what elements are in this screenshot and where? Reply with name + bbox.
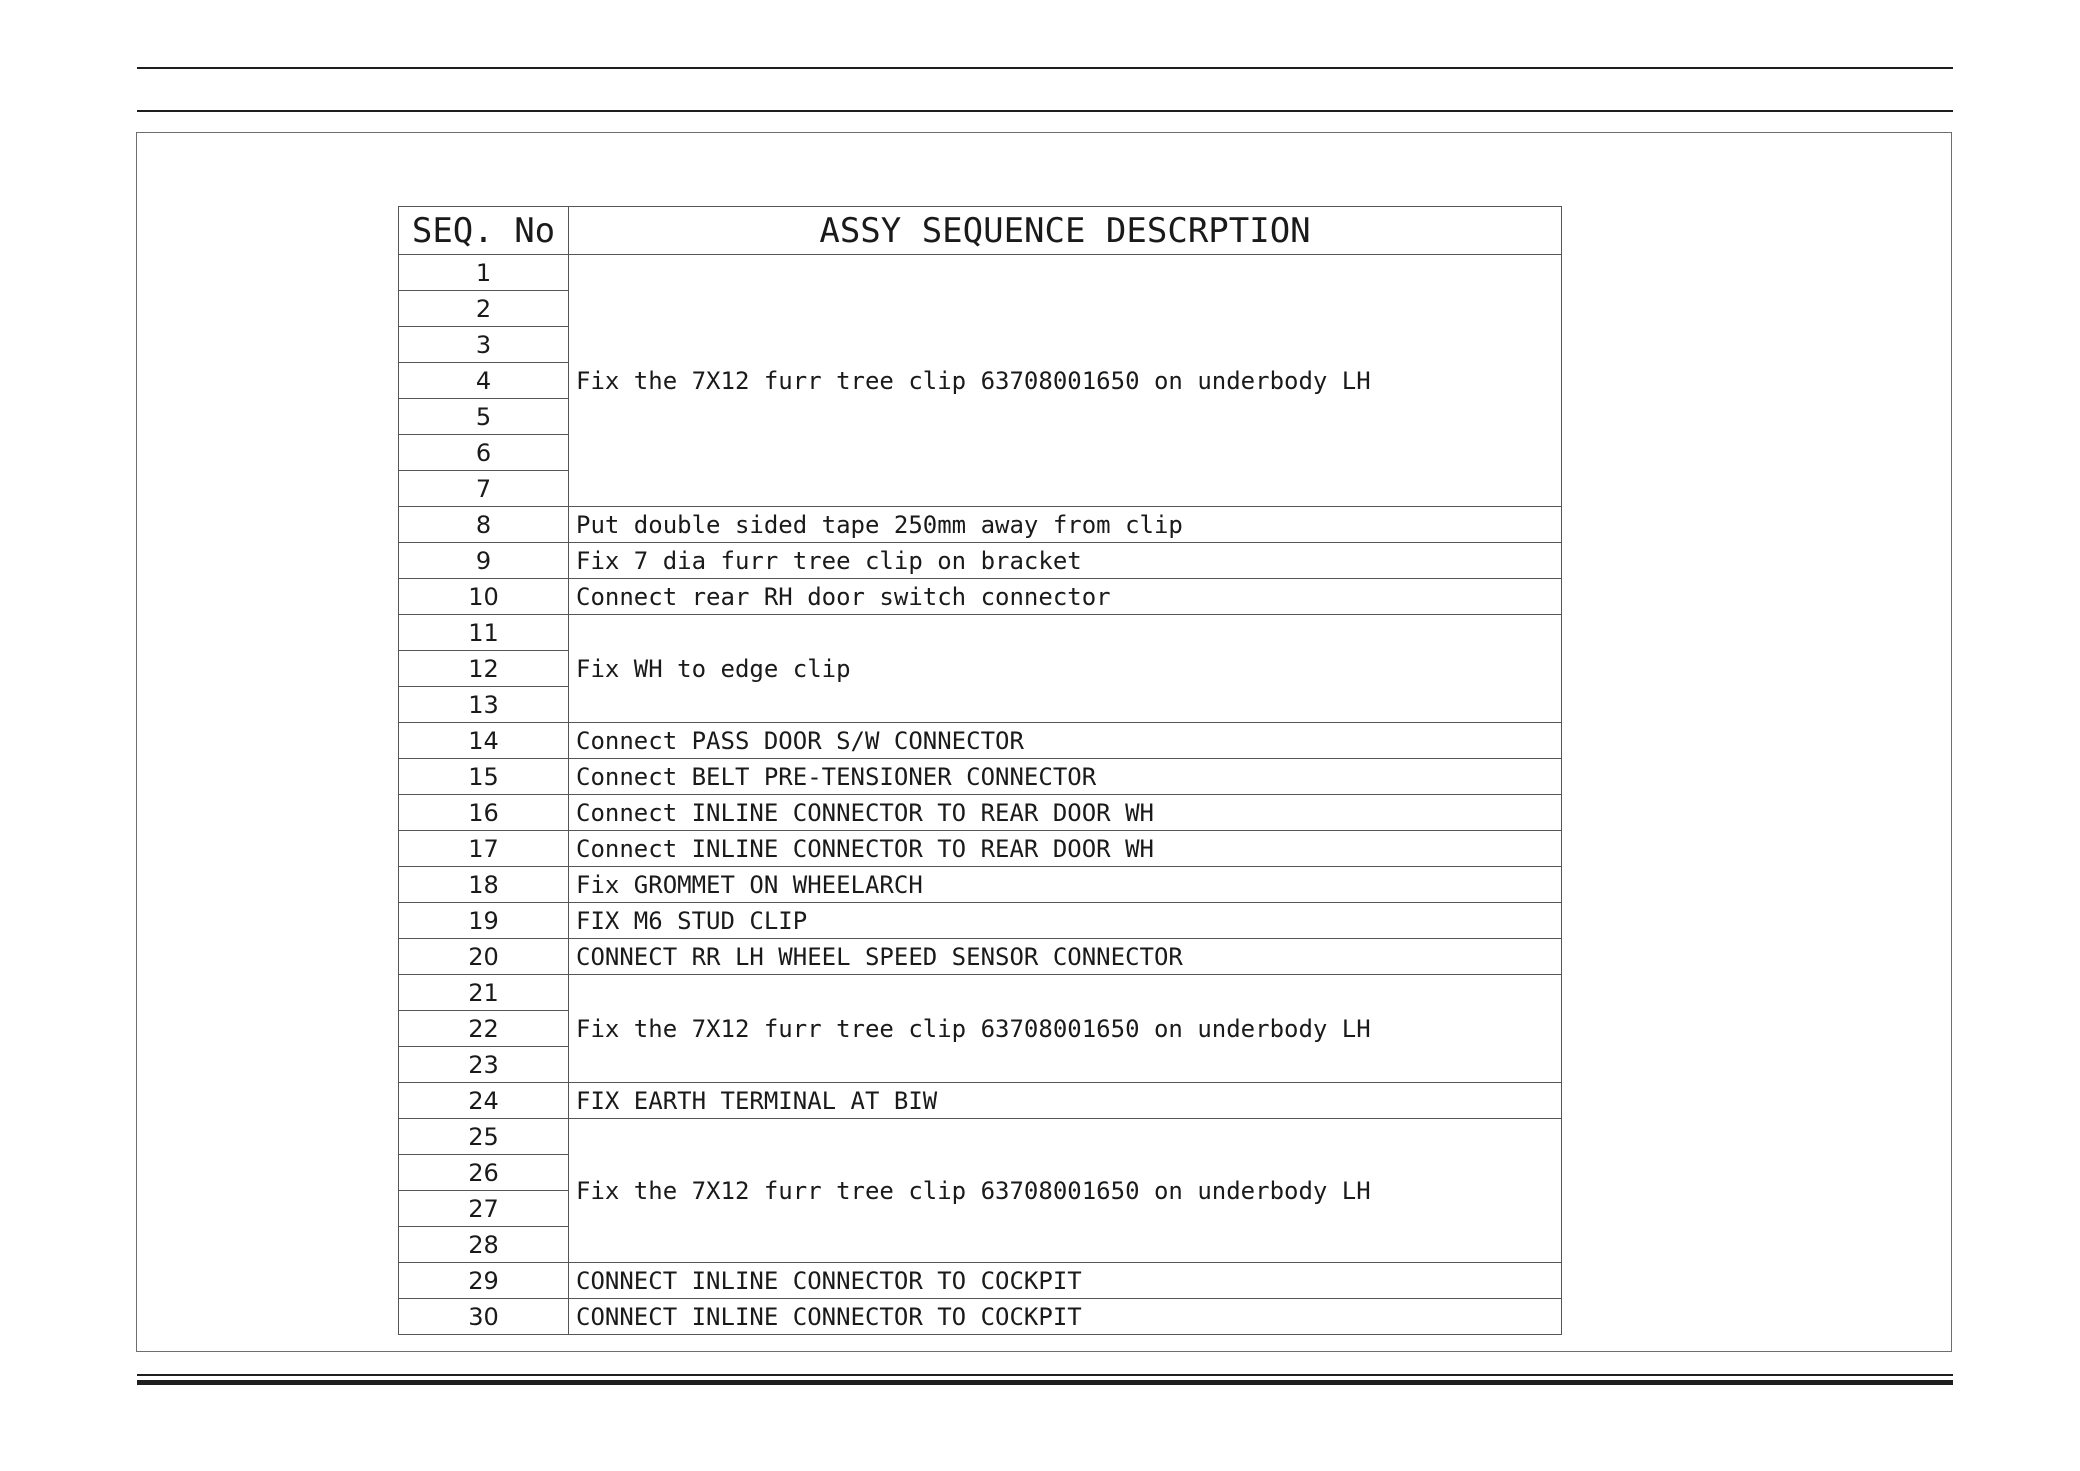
seq-number-cell: 7	[399, 471, 569, 507]
seq-number-cell: 27	[399, 1191, 569, 1227]
sequence-description-cell: Connect rear RH door switch connector	[569, 579, 1562, 615]
table-header-row	[399, 207, 1562, 255]
seq-number-cell: 24	[399, 1083, 569, 1119]
sequence-description-cell: Fix the 7X12 furr tree clip 63708001650 on underbody LH	[569, 1119, 1562, 1263]
seq-number-cell: 22	[399, 1011, 569, 1047]
sequence-description-cell: CONNECT INLINE CONNECTOR TO COCKPIT	[569, 1299, 1562, 1335]
seq-number-cell: 28	[399, 1227, 569, 1263]
seq-number-cell: 23	[399, 1047, 569, 1083]
sequence-description-cell: FIX M6 STUD CLIP	[569, 903, 1562, 939]
table-row	[399, 939, 1562, 975]
seq-number-cell: 10	[399, 579, 569, 615]
table-row	[399, 723, 1562, 759]
table-row	[399, 1083, 1562, 1119]
seq-number-cell: 3	[399, 327, 569, 363]
seq-number-cell: 6	[399, 435, 569, 471]
top-rule-secondary	[137, 110, 1953, 112]
sequence-description-cell: FIX EARTH TERMINAL AT BIW	[569, 1083, 1562, 1119]
table-row	[399, 507, 1562, 543]
sequence-description-cell: Connect INLINE CONNECTOR TO REAR DOOR WH	[569, 831, 1562, 867]
table-row	[399, 615, 1562, 651]
sequence-description-cell: Fix the 7X12 furr tree clip 63708001650 on underbody LH	[569, 255, 1562, 507]
table-row	[399, 1119, 1562, 1155]
seq-no-header: SEQ. No	[399, 207, 569, 255]
assembly-sequence-table	[398, 206, 1562, 1335]
seq-number-cell: 11	[399, 615, 569, 651]
seq-number-cell: 2	[399, 291, 569, 327]
seq-number-cell: 25	[399, 1119, 569, 1155]
sequence-description-cell: Connect INLINE CONNECTOR TO REAR DOOR WH	[569, 795, 1562, 831]
seq-number-cell: 8	[399, 507, 569, 543]
seq-number-cell: 16	[399, 795, 569, 831]
seq-number-cell: 19	[399, 903, 569, 939]
description-header: ASSY SEQUENCE DESCRPTION	[569, 207, 1562, 255]
table-row	[399, 759, 1562, 795]
seq-number-cell: 12	[399, 651, 569, 687]
bottom-rule-thick	[137, 1380, 1953, 1385]
table-row	[399, 903, 1562, 939]
table-row	[399, 795, 1562, 831]
sequence-description-cell: Connect PASS DOOR S/W CONNECTOR	[569, 723, 1562, 759]
sequence-description-cell: Connect BELT PRE-TENSIONER CONNECTOR	[569, 759, 1562, 795]
seq-number-cell: 20	[399, 939, 569, 975]
seq-number-cell: 15	[399, 759, 569, 795]
sequence-description-cell: CONNECT RR LH WHEEL SPEED SENSOR CONNECTOR	[569, 939, 1562, 975]
table-row	[399, 1263, 1562, 1299]
seq-number-cell: 17	[399, 831, 569, 867]
sequence-description-cell: Fix WH to edge clip	[569, 615, 1562, 723]
sequence-description-cell: Put double sided tape 250mm away from clip	[569, 507, 1562, 543]
seq-number-cell: 21	[399, 975, 569, 1011]
bottom-rule	[137, 1374, 1953, 1376]
seq-number-cell: 14	[399, 723, 569, 759]
table-body	[399, 255, 1562, 1335]
table-row	[399, 543, 1562, 579]
table-row	[399, 831, 1562, 867]
sequence-description-cell: Fix 7 dia furr tree clip on bracket	[569, 543, 1562, 579]
seq-number-cell: 13	[399, 687, 569, 723]
table-row	[399, 1299, 1562, 1335]
seq-number-cell: 29	[399, 1263, 569, 1299]
seq-number-cell: 1	[399, 255, 569, 291]
table-row	[399, 867, 1562, 903]
seq-number-cell: 9	[399, 543, 569, 579]
sequence-description-cell: Fix GROMMET ON WHEELARCH	[569, 867, 1562, 903]
top-rule	[137, 67, 1953, 69]
table-row	[399, 255, 1562, 291]
seq-number-cell: 26	[399, 1155, 569, 1191]
seq-number-cell: 5	[399, 399, 569, 435]
seq-number-cell: 30	[399, 1299, 569, 1335]
sequence-description-cell: Fix the 7X12 furr tree clip 63708001650 on underbody LH	[569, 975, 1562, 1083]
seq-number-cell: 18	[399, 867, 569, 903]
sequence-description-cell: CONNECT INLINE CONNECTOR TO COCKPIT	[569, 1263, 1562, 1299]
table-row	[399, 579, 1562, 615]
table-row	[399, 975, 1562, 1011]
seq-number-cell: 4	[399, 363, 569, 399]
